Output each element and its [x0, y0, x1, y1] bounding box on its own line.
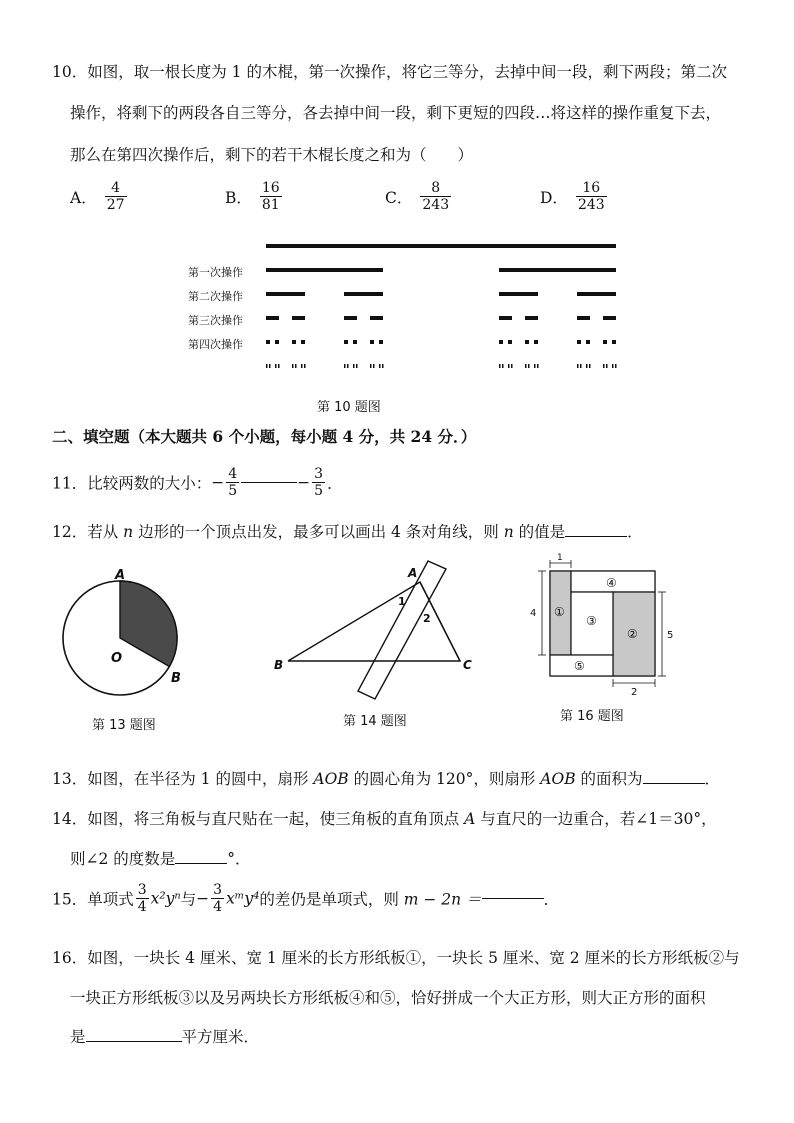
fig14-caption: 第 14 题图 — [343, 714, 407, 729]
q11: 11．比较两数的大小：− $\frac{4}{5}$ − $\frac{3}{5}$ ． — [52, 466, 343, 500]
q14-answer-blank[interactable] — [175, 863, 227, 864]
stick-row3 — [370, 316, 383, 320]
stick-original — [266, 244, 616, 248]
frac: $\frac{16}{243}$ — [577, 180, 605, 214]
label-a: A — [408, 566, 418, 580]
q16-line1: 16．如图，一块长 4 厘米、宽 1 厘米的长方形纸板①，一块长 5 厘米、宽 2 厘米的长方形纸板②与 — [52, 949, 740, 967]
stick-row3 — [266, 316, 279, 320]
fig10-caption: 第 10 题图 — [317, 400, 381, 415]
stick-row4 — [266, 340, 616, 344]
fig13-diagram — [55, 565, 195, 705]
frac: $\frac{3}{5}$ — [314, 466, 324, 500]
q13: 13．如图，在半径为 1 的圆中，扇形 AOB 的圆心角为 120°，则扇形 AOB 的面积为 ． — [52, 770, 721, 788]
fig14-diagram — [270, 555, 480, 705]
label-piece-5: ⑤ — [574, 659, 585, 673]
stick-row1 — [266, 268, 383, 272]
section-title: 二、填空题（本大题共 6 个小题，每小题 4 分，共 24 分．） — [52, 427, 477, 446]
stick-row2 — [266, 292, 305, 296]
dim-1: 1 — [557, 553, 563, 563]
stick-row3 — [525, 316, 538, 320]
label-piece-1: ① — [554, 605, 565, 619]
q13-answer-blank[interactable] — [643, 783, 705, 784]
frac: $\frac{16}{81}$ — [261, 180, 280, 214]
q10-option-d[interactable]: D． $\frac{16}{243}$ — [540, 180, 605, 214]
stick-row2 — [577, 292, 616, 296]
fig10-row-label: 第三次操作 — [188, 314, 243, 327]
fig10-row-label: 第二次操作 — [188, 290, 243, 303]
stick-row3 — [292, 316, 305, 320]
q10-line3: 那么在第四次操作后，剩下的若干木棍长度之和为（ ） — [70, 146, 474, 164]
fig10-diagram — [0, 0, 794, 420]
label-angle1: 1 — [398, 595, 406, 608]
fig13-caption: 第 13 题图 — [92, 718, 156, 733]
label-piece-4: ④ — [606, 576, 617, 590]
dim-5: 5 — [667, 630, 674, 641]
label-angle2: 2 — [423, 612, 431, 625]
q10-option-a[interactable]: A． $\frac{4}{27}$ — [70, 180, 125, 214]
ruler — [358, 561, 446, 699]
dim-2: 2 — [631, 687, 638, 698]
frac: $\frac{3}{4}$ — [137, 882, 147, 916]
triangle — [288, 582, 460, 661]
label-piece-2: ② — [627, 627, 638, 641]
frac: $\frac{4}{5}$ — [228, 466, 238, 500]
label-b: B — [171, 671, 181, 686]
q12: 12．若从 n 边形的一个顶点出发，最多可以画出 4 条对角线，则 n 的值是 ． — [52, 523, 643, 541]
q16-line2: 一块正方形纸板③以及另两块长方形纸板④和⑤，恰好拼成一个大正方形，则大正方形的面积 — [70, 989, 706, 1007]
q16-answer-blank[interactable] — [86, 1041, 182, 1042]
fig10-row-label: 第四次操作 — [188, 338, 243, 351]
q16-line3: 是 平方厘米． — [70, 1028, 260, 1046]
stick-row3 — [577, 316, 590, 320]
frac: $\frac{8}{243}$ — [422, 180, 450, 214]
label-c: C — [463, 658, 472, 672]
q12-answer-blank[interactable] — [565, 536, 627, 537]
stick-row2 — [344, 292, 383, 296]
q14-line2: 则∠2 的度数是 °． — [70, 850, 251, 868]
stick-row3 — [499, 316, 512, 320]
q10-option-c[interactable]: C． $\frac{8}{243}$ — [385, 180, 450, 214]
label-o: O — [111, 651, 123, 666]
frac: $\frac{3}{4}$ — [213, 882, 223, 916]
q15: 15．单项式 $\frac{3}{4}$ x²yⁿ与− $\frac{3}{4}$ xᵐy⁴的差仍是单项式，则 m − 2n ＝ ． — [52, 882, 560, 916]
q11-answer-blank[interactable] — [241, 482, 297, 483]
stick-row3 — [344, 316, 357, 320]
stick-row5 — [266, 364, 617, 368]
frac: $\frac{4}{27}$ — [106, 180, 125, 214]
fig16-diagram — [520, 550, 680, 700]
q10-line2: 操作，将剩下的两段各自三等分，各去掉中间一段，剩下更短的四段…将这样的操作重复下去， — [70, 104, 722, 122]
q10-line1: 10．如图，取一根长度为 1 的木棍，第一次操作，将它三等分，去掉中间一段，剩下两段；第二次 — [52, 63, 727, 81]
stick-row2 — [499, 292, 538, 296]
q15-answer-blank[interactable] — [482, 898, 544, 899]
stick-row1 — [499, 268, 616, 272]
dim-4: 4 — [530, 608, 537, 619]
label-a: A — [115, 568, 126, 583]
q10-option-b[interactable]: B． $\frac{16}{81}$ — [225, 180, 280, 214]
fig10-row-label: 第一次操作 — [188, 266, 243, 279]
stick-row3 — [603, 316, 616, 320]
label-b: B — [274, 658, 284, 672]
fig16-caption: 第 16 题图 — [560, 709, 624, 724]
q14-line1: 14．如图，将三角板与直尺贴在一起，使三角板的直角顶点 A 与直尺的一边重合，若∠1＝30°， — [52, 810, 717, 828]
label-piece-3: ③ — [586, 614, 597, 628]
